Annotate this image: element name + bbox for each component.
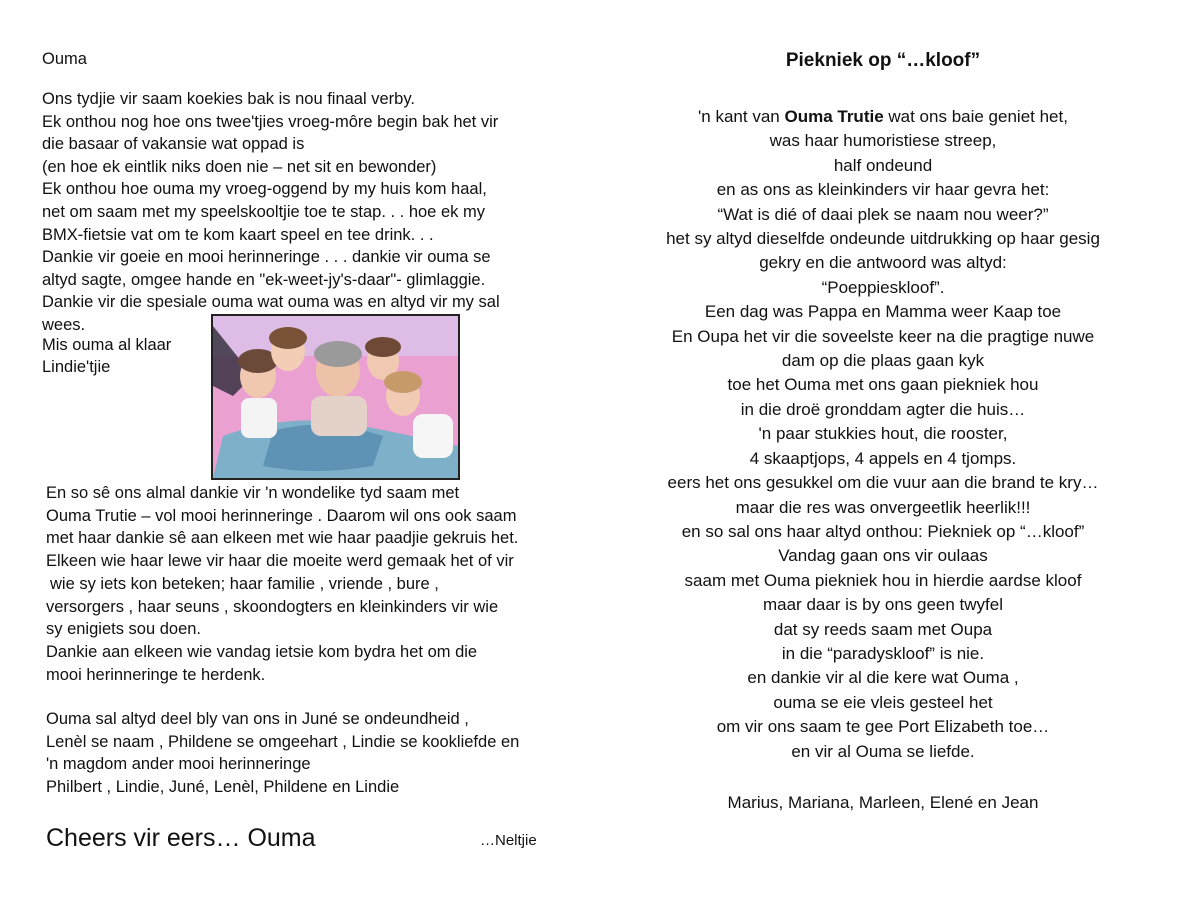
poem-line bbox=[600, 105, 1166, 129]
text-line: die basaar of vakansie wat oppad is bbox=[42, 135, 305, 154]
cheers-heading: Cheers vir eers… Ouma bbox=[46, 824, 316, 852]
text-line: Dankie vir die spesiale ouma wat ouma was en altyd vir my sal bbox=[42, 293, 500, 312]
text-line: mooi herinneringe te herdenk. bbox=[46, 665, 266, 684]
text-line: Lindie'tjie bbox=[42, 358, 111, 376]
poem-line: het sy altyd dieselfde ondeunde uitdrukking op haar gesig bbox=[666, 229, 1100, 249]
poem-line: in die “paradyskloof” is nie. bbox=[781, 643, 985, 663]
closing-lindie bbox=[42, 334, 171, 378]
poem-line: ouma se eie vleis gesteel het bbox=[773, 692, 993, 712]
text-line: wees. bbox=[42, 315, 86, 334]
text-line: En so sê ons almal dankie vir 'n wondelike tyd saam met bbox=[46, 484, 460, 502]
text-line: sy enigiets sou doen. bbox=[46, 620, 202, 639]
poem-line: in die droë gronddam agter die huis… bbox=[740, 399, 1026, 419]
poem-line: en as ons as kleinkinders vir haar gevra het: bbox=[716, 180, 1050, 200]
poem-line: toe het Ouma met ons gaan piekniek hou bbox=[727, 375, 1039, 395]
poem-line: 'n paar stukkies hout, die rooster, bbox=[758, 424, 1008, 444]
poem-title: Piekniek op “…kloof” bbox=[785, 50, 981, 71]
poem-line: gekry en die antwoord was altyd: bbox=[759, 253, 1007, 273]
text-line: Dankie vir goeie en mooi herinneringe . . . dankie vir ouma se bbox=[42, 248, 491, 267]
text-line: Ek onthou nog hoe ons twee'tjies vroeg-môre begin bak het vir bbox=[42, 112, 499, 131]
poem-line: saam met Ouma piekniek hou in hierdie aardse kloof bbox=[684, 570, 1082, 590]
poem-line: om vir ons saam te gee Port Elizabeth toe… bbox=[716, 717, 1050, 737]
poem-line: “Poeppieskloof”. bbox=[821, 277, 945, 297]
poem-line: 4 skaaptjops, 4 appels en 4 tjomps. bbox=[749, 448, 1017, 468]
poem-line: maar die res was onvergeetlik heerlik!!! bbox=[735, 497, 1031, 517]
text-line: Ek onthou hoe ouma my vroeg-oggend by my huis kom haal, bbox=[42, 180, 487, 199]
family-photo bbox=[211, 314, 460, 480]
poem-body bbox=[600, 105, 1166, 764]
grandchildren-signature: Marius, Mariana, Marleen, Elené en Jean bbox=[727, 793, 1039, 812]
poem-line: half ondeund bbox=[833, 155, 933, 175]
poem-line: en so sal ons haar altyd onthou: Piekniek op “…kloof” bbox=[681, 521, 1085, 541]
poem-line: en dankie vir al die kere wat Ouma , bbox=[747, 668, 1019, 688]
text-line: versorgers , haar seuns , skoondogters en kleinkinders vir wie bbox=[46, 597, 499, 616]
right-page bbox=[600, 0, 1200, 911]
poem-line-end: wat ons baie geniet het, bbox=[883, 107, 1068, 126]
text-line: Lenèl se naam , Phildene se omgeehart , Lindie se kookliefde en bbox=[46, 732, 520, 751]
text-line: Philbert , Lindie, Juné, Lenèl, Phildene en Lindie bbox=[46, 777, 400, 796]
signature-neltjie: …Neltjie bbox=[480, 832, 537, 849]
poem-line: en vir al Ouma se liefde. bbox=[791, 741, 975, 761]
paragraph-memories bbox=[42, 88, 500, 337]
paragraph-family bbox=[46, 708, 519, 798]
salutation: Ouma bbox=[42, 50, 87, 68]
text-line: Ons tydjie vir saam koekies bak is nou finaal verby. bbox=[42, 90, 415, 108]
poem-line: Vandag gaan ons vir oulaas bbox=[778, 546, 988, 566]
text-line: (en hoe ek eintlik niks doen nie – net sit en bewonder) bbox=[42, 157, 437, 176]
ouma-trutie-bold: Ouma Trutie bbox=[784, 107, 884, 126]
poem-line: “Wat is dié of daai plek se naam nou weer?” bbox=[717, 204, 1049, 224]
poem-line: was haar humoristiese streep, bbox=[769, 131, 997, 151]
text-line: Dankie aan elkeen wie vandag ietsie kom bydra het om die bbox=[46, 642, 478, 661]
family-photo-illustration bbox=[213, 316, 458, 478]
poem-line: Een dag was Pappa en Mamma weer Kaap toe bbox=[704, 302, 1062, 322]
text-line: Elkeen wie haar lewe vir haar die moeite werd gemaak het of vir bbox=[46, 552, 514, 571]
paragraph-thanks bbox=[46, 482, 518, 686]
text-line: met haar dankie sê aan elkeen met wie haar paadjie gekruis het. bbox=[46, 529, 519, 548]
poem-line: maar daar is by ons geen twyfel bbox=[762, 595, 1003, 615]
text-line: BMX-fietsie vat om te kom kaart speel en tee drink. . . bbox=[42, 225, 434, 244]
poem-line: dam op die plaas gaan kyk bbox=[781, 351, 985, 371]
text-line: Ouma Trutie – vol mooi herinneringe . Daarom wil ons ook saam bbox=[46, 506, 517, 525]
text-line: Ouma sal altyd deel bly van ons in Juné se ondeundheid , bbox=[46, 710, 469, 728]
text-line: Mis ouma al klaar bbox=[42, 336, 172, 354]
poem-line: eers het ons gesukkel om die vuur aan die brand te kry… bbox=[667, 473, 1099, 493]
text-line: net om saam met my speelskooltjie toe te stap. . . hoe ek my bbox=[42, 202, 485, 221]
text-line: wie sy iets kon beteken; haar familie , vriende , bure , bbox=[50, 574, 439, 593]
poem-line-start: 'n kant van bbox=[698, 107, 785, 126]
text-line: 'n magdom ander mooi herinneringe bbox=[46, 755, 311, 774]
poem-line: dat sy reeds saam met Oupa bbox=[773, 619, 993, 639]
poem-line: En Oupa het vir die soveelste keer na die pragtige nuwe bbox=[671, 326, 1095, 346]
text-line: altyd sagte, omgee hande en "ek-weet-jy's-daar"- glimlaggie. bbox=[42, 270, 486, 289]
